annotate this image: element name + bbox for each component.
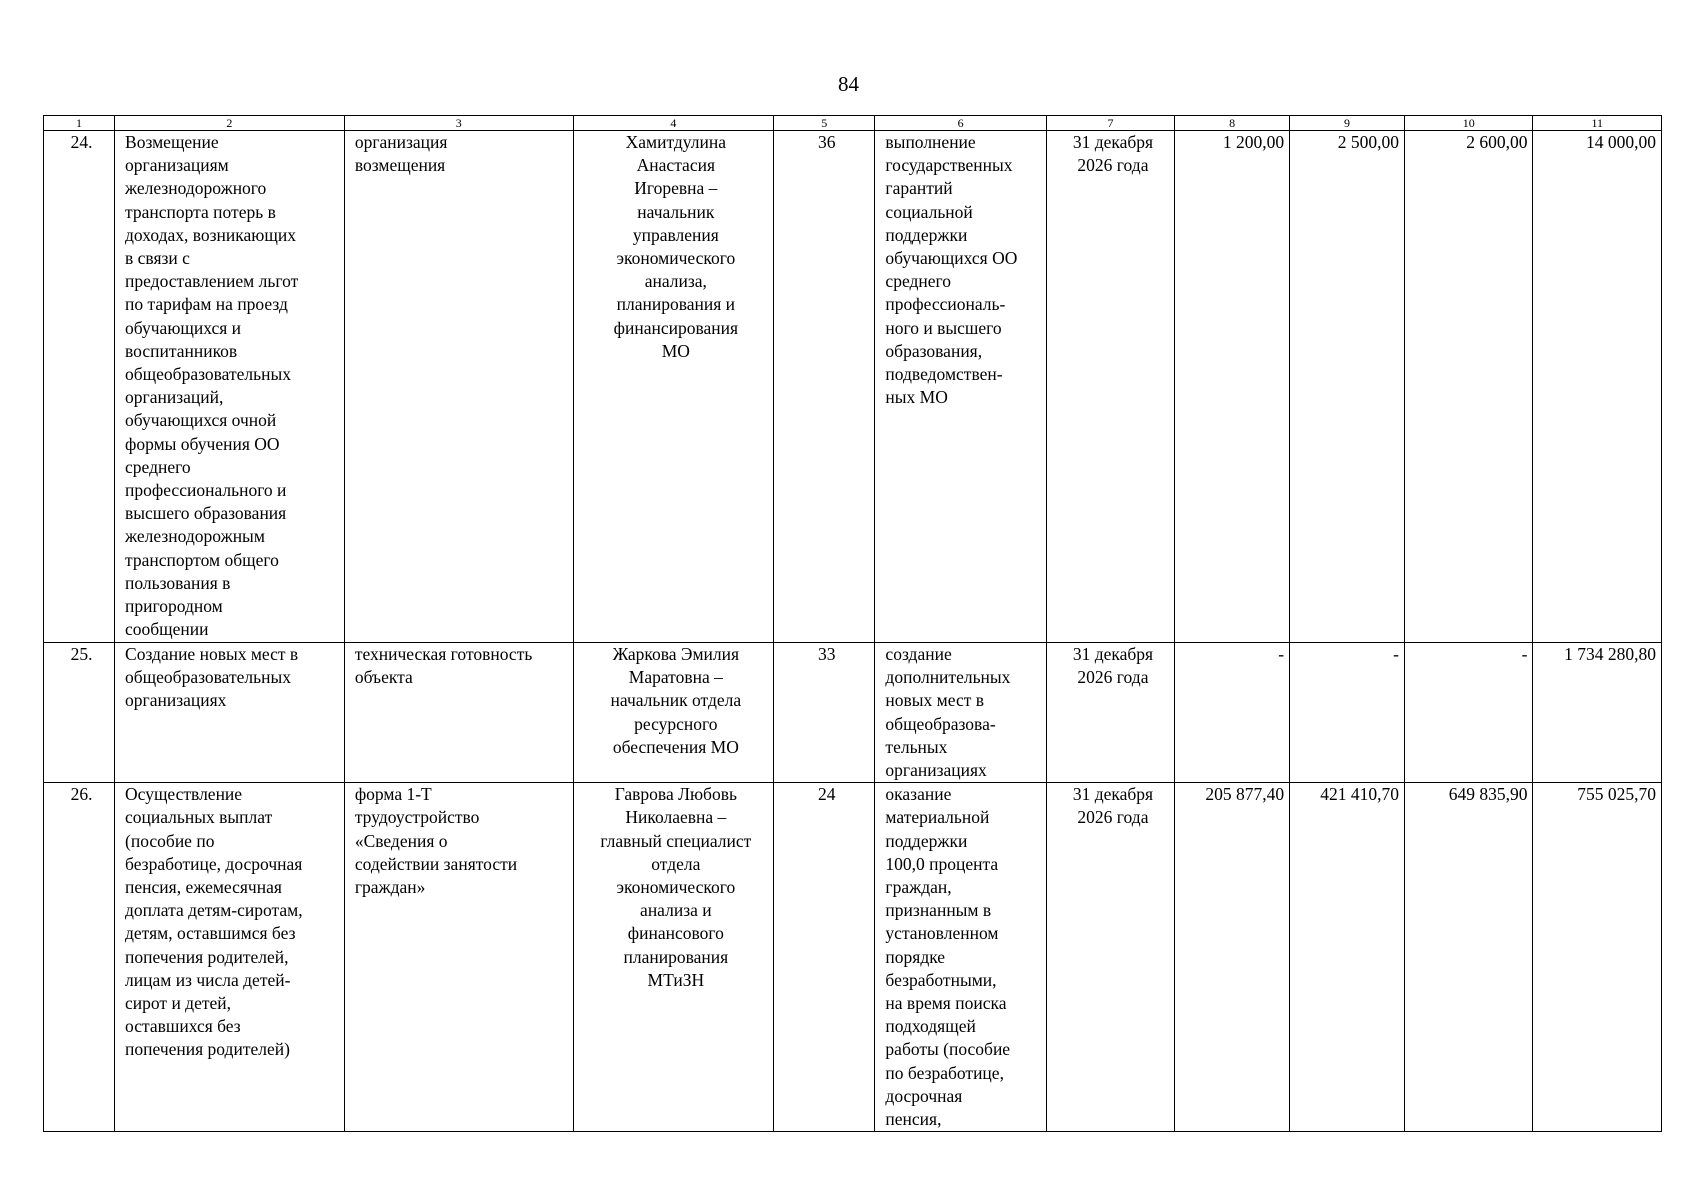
column-number: 11 [1533,116,1662,131]
measures-table [43,115,1662,1132]
column-number: 7 [1046,116,1174,131]
table-row [44,783,1662,1132]
column-number-row [44,116,1662,131]
table-row [44,643,1662,783]
value-col9: 421 410,70 [1290,783,1405,1132]
row-number: 26. [44,783,115,1132]
page-number: 84 [838,72,859,96]
indicator: форма 1-Т трудоустройство «Сведения о содействии занятости граждан» [344,783,573,1132]
expected-result: выполнение государственных гарантий социальной поддержки обучающихся ОО среднего профессиональ- ного и высшего образования, подведомствен- ных МО [875,131,1046,643]
row-number: 25. [44,643,115,783]
value-col10: 2 600,00 [1404,131,1532,643]
indicator: организация возмещения [344,131,573,643]
column-number: 1 [44,116,115,131]
value-col8: 1 200,00 [1175,131,1290,643]
row-number: 24. [44,131,115,643]
value-col8: 205 877,40 [1175,783,1290,1132]
column-number: 4 [573,116,774,131]
table-row [44,131,1662,643]
code: 36 [774,131,875,643]
responsible-person: Жаркова Эмилия Маратовна – начальник отдела ресурсного обеспечения МО [573,643,774,783]
value-col10: - [1404,643,1532,783]
value-col11: 755 025,70 [1533,783,1662,1132]
column-number: 9 [1290,116,1405,131]
measure-name: Создание новых мест в общеобразовательных организациях [115,643,345,783]
responsible-person: Гаврова Любовь Николаевна – главный специалист отдела экономического анализа и финансового планирования МТиЗН [573,783,774,1132]
column-number: 6 [875,116,1046,131]
value-col11: 14 000,00 [1533,131,1662,643]
column-number: 3 [344,116,573,131]
value-col9: - [1290,643,1405,783]
column-number: 10 [1404,116,1532,131]
code: 24 [774,783,875,1132]
expected-result: создание дополнительных новых мест в общеобразова- тельных организациях [875,643,1046,783]
deadline: 31 декабря 2026 года [1046,131,1174,643]
value-col9: 2 500,00 [1290,131,1405,643]
expected-result: оказание материальной поддержки 100,0 процента граждан, признанным в установленном порядке безработными, на время поиска подходящей работы (пособие по безработице, досрочная пенсия, [875,783,1046,1132]
responsible-person: Хамитдулина Анастасия Игоревна – начальник управления экономического анализа, планирования и финансирования МО [573,131,774,643]
measure-name: Возмещение организациям железнодорожного транспорта потерь в доходах, возникающих в связи с предоставлением льгот по тарифам на проезд обучающихся и воспитанников общеобразовательных организаций, обучающихся очной формы обучения ОО среднего профессионального и высшего образования железнодорожным транспортом общего пользования в пригородном сообщении [115,131,345,643]
deadline: 31 декабря 2026 года [1046,783,1174,1132]
column-number: 5 [774,116,875,131]
value-col11: 1 734 280,80 [1533,643,1662,783]
value-col8: - [1175,643,1290,783]
code: 33 [774,643,875,783]
indicator: техническая готовность объекта [344,643,573,783]
column-number: 8 [1175,116,1290,131]
measure-name: Осуществление социальных выплат (пособие по безработице, досрочная пенсия, ежемесячная доплата детям-сиротам, детям, оставшимся без попечения родителей, лицам из числа детей- сирот и детей, оставшихся без попечения родителей) [115,783,345,1132]
column-number: 2 [115,116,345,131]
value-col10: 649 835,90 [1404,783,1532,1132]
deadline: 31 декабря 2026 года [1046,643,1174,783]
